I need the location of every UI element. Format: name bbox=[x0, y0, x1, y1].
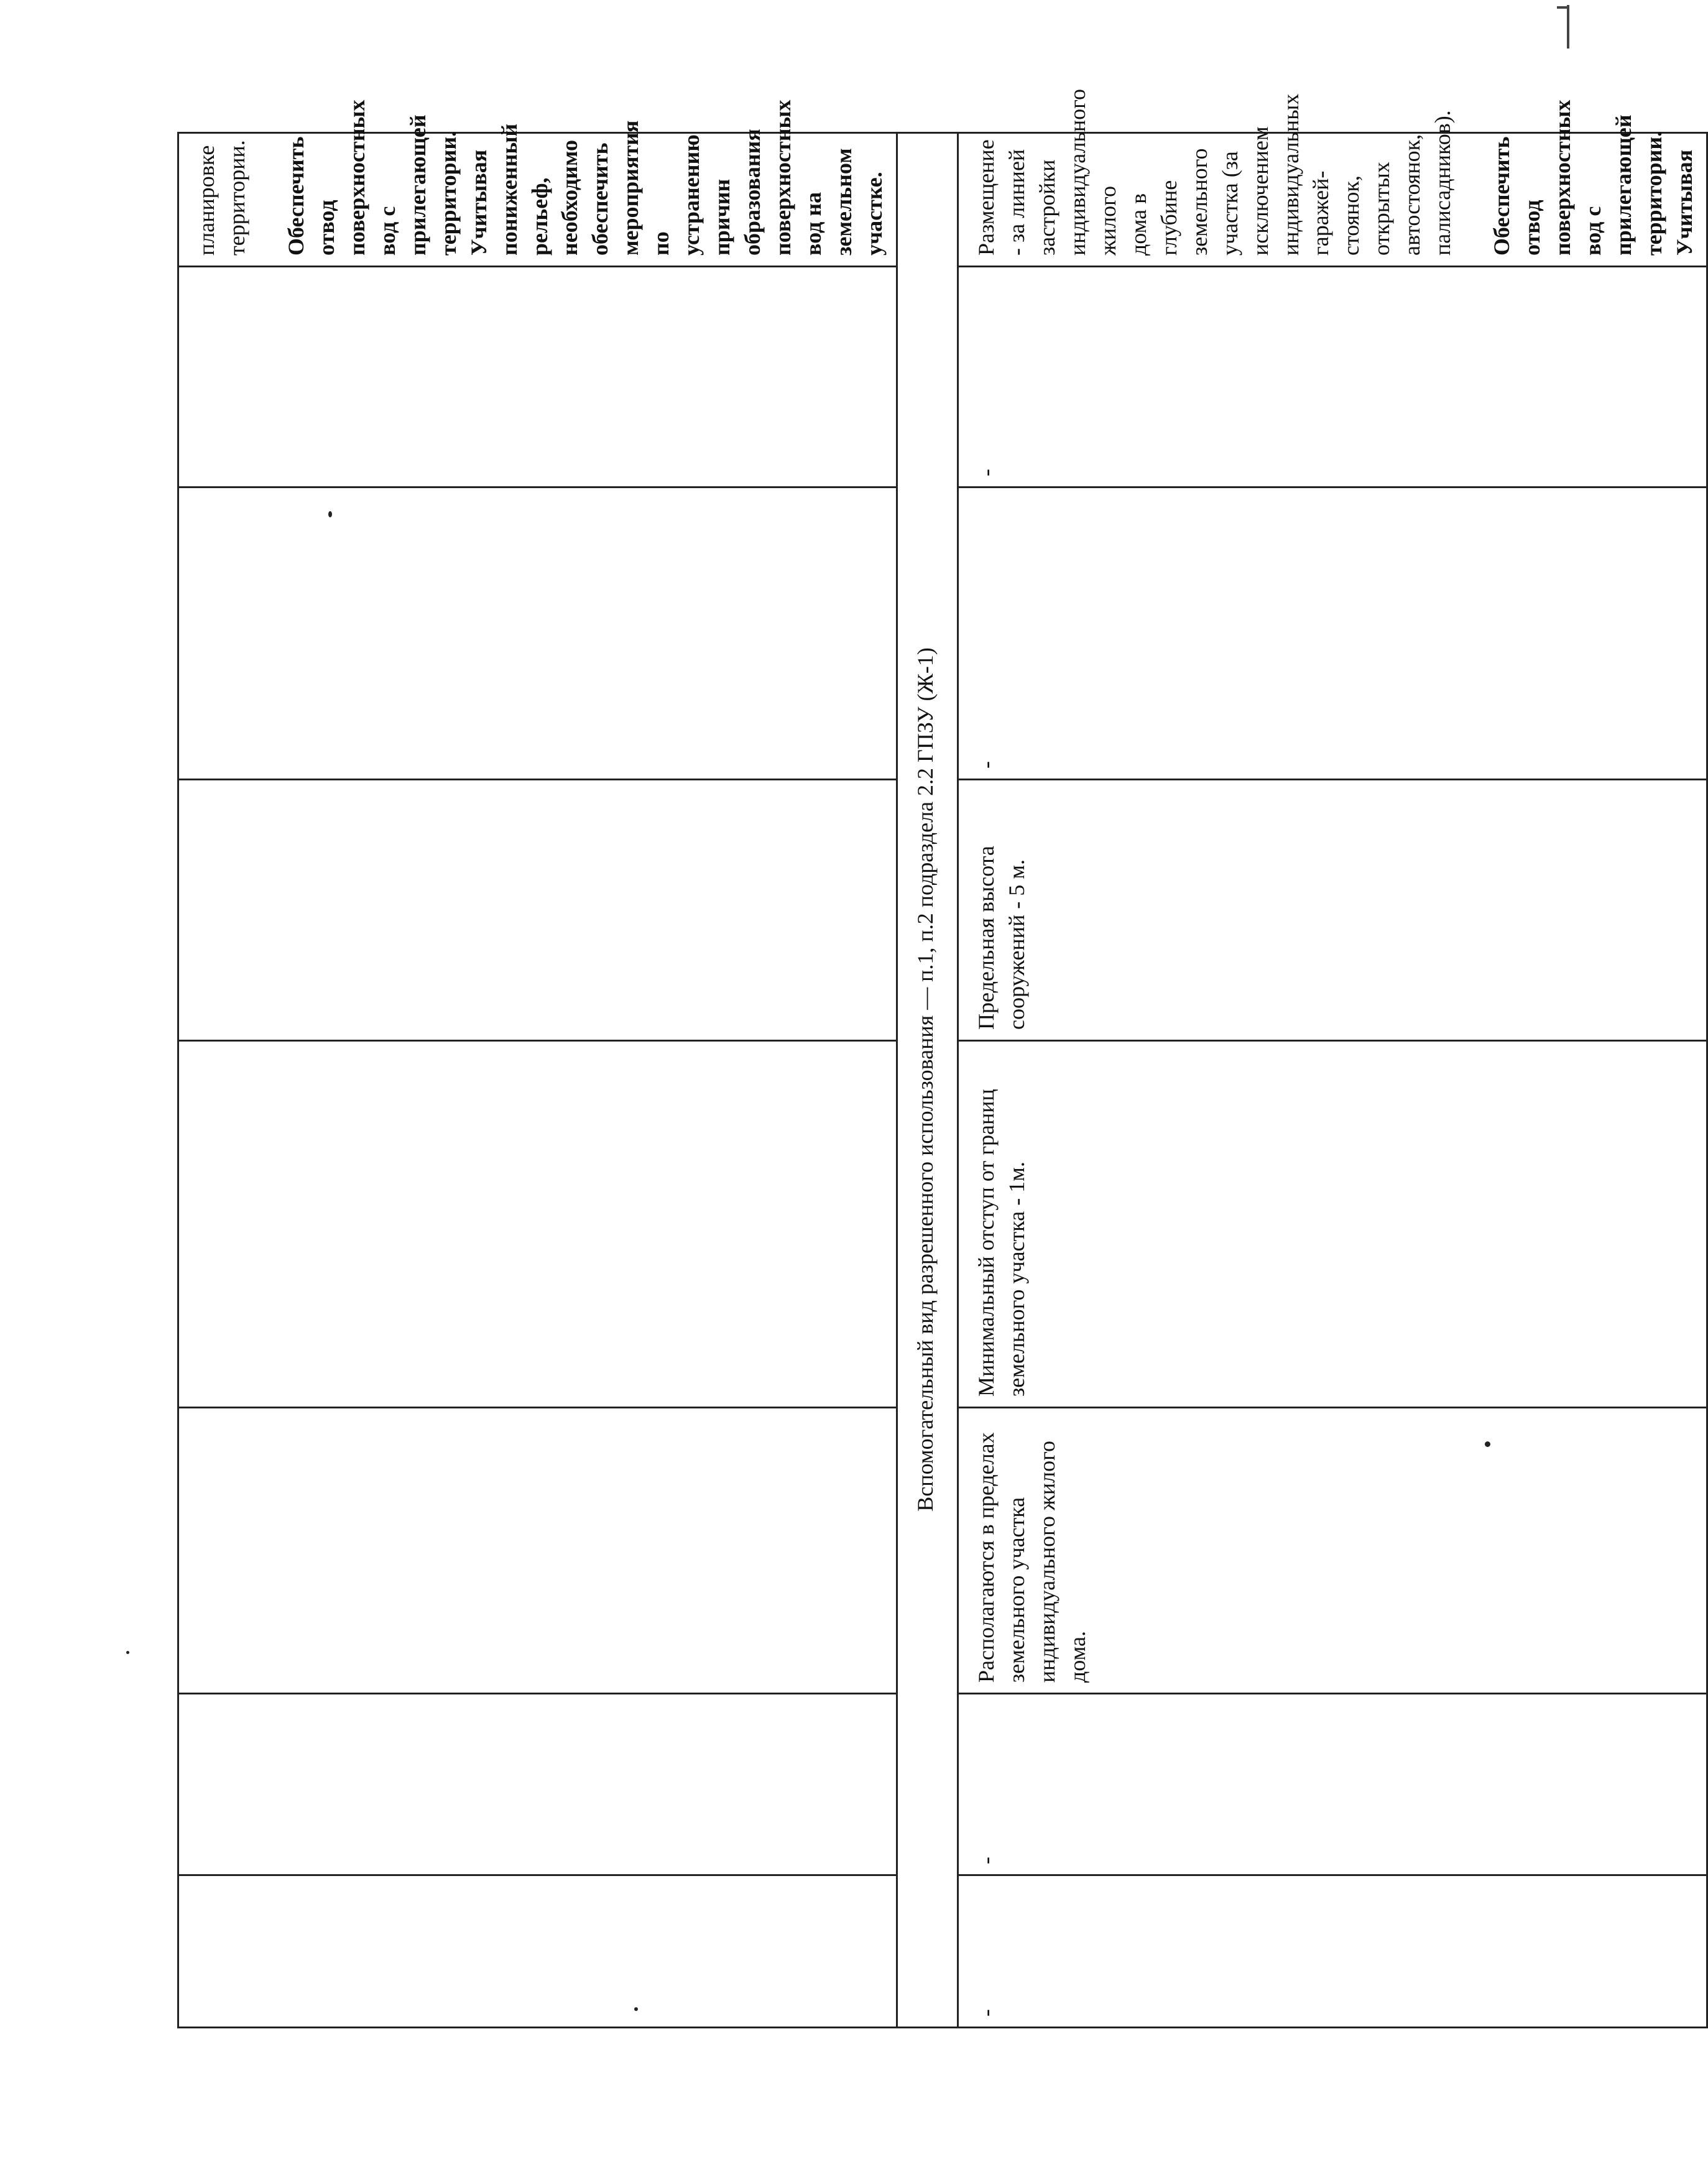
table-cell: - bbox=[958, 488, 1707, 780]
cell-text: Размещение - за линией застройки индивидуального жилого дома в глубине земельного участка (за исключением индивидуальных гаражей-стоянок, открытых автостоянок, палисадников). bbox=[973, 88, 1456, 256]
table-cell: Минимальный отступ от границ земельного участка - 1м. bbox=[958, 1041, 1707, 1408]
cell-text-bold: Обеспечить отвод поверхностных вод с прилегающей территории. Учитывая bbox=[1489, 99, 1697, 256]
scan-speck bbox=[126, 1651, 129, 1654]
section-row bbox=[897, 133, 958, 2028]
table-cell bbox=[178, 780, 897, 1041]
scan-edge-mark bbox=[1567, 5, 1569, 49]
table-cell-conditions bbox=[958, 88, 1707, 267]
table-cell: - bbox=[958, 1875, 1707, 2028]
scan-edge-mark bbox=[1557, 6, 1569, 9]
table-cell-conditions bbox=[178, 99, 897, 267]
table-cell bbox=[178, 267, 897, 488]
table-cell: - bbox=[958, 1694, 1707, 1875]
scan-speck bbox=[634, 2007, 638, 2011]
regulations-table bbox=[177, 88, 1708, 2028]
section-title: Вспомогательный вид разрешенного использования — п.1, п.2 подраздела 2.2 ГПЗУ (Ж-1) bbox=[897, 133, 958, 2028]
table-cell: Располагаются в пределах земельного участка индивидуального жилого дома. bbox=[958, 1408, 1707, 1694]
scan-speck bbox=[1485, 1441, 1490, 1447]
table-cell bbox=[178, 1041, 897, 1408]
scan-speck bbox=[328, 511, 332, 517]
table-cell: Предельная высота сооружений - 5 м. bbox=[958, 780, 1707, 1041]
table-cell bbox=[178, 1875, 897, 2028]
table-cell bbox=[178, 1408, 897, 1694]
table-cell: - bbox=[958, 267, 1707, 488]
table-row bbox=[958, 133, 1707, 2028]
cell-text-bold: Обеспечить отвод поверхностных вод с прилегающей территории. Учитывая пониженный рельеф, необходимо обеспечить мероприятия по устранению причин образования поверхностных вод на земельном участке. bbox=[283, 99, 887, 256]
cell-text: планировке территории. bbox=[194, 140, 249, 256]
table-cell bbox=[178, 1694, 897, 1875]
rotated-table-wrapper bbox=[177, 88, 1697, 2028]
table-cell bbox=[178, 488, 897, 780]
table-row bbox=[178, 133, 897, 2028]
